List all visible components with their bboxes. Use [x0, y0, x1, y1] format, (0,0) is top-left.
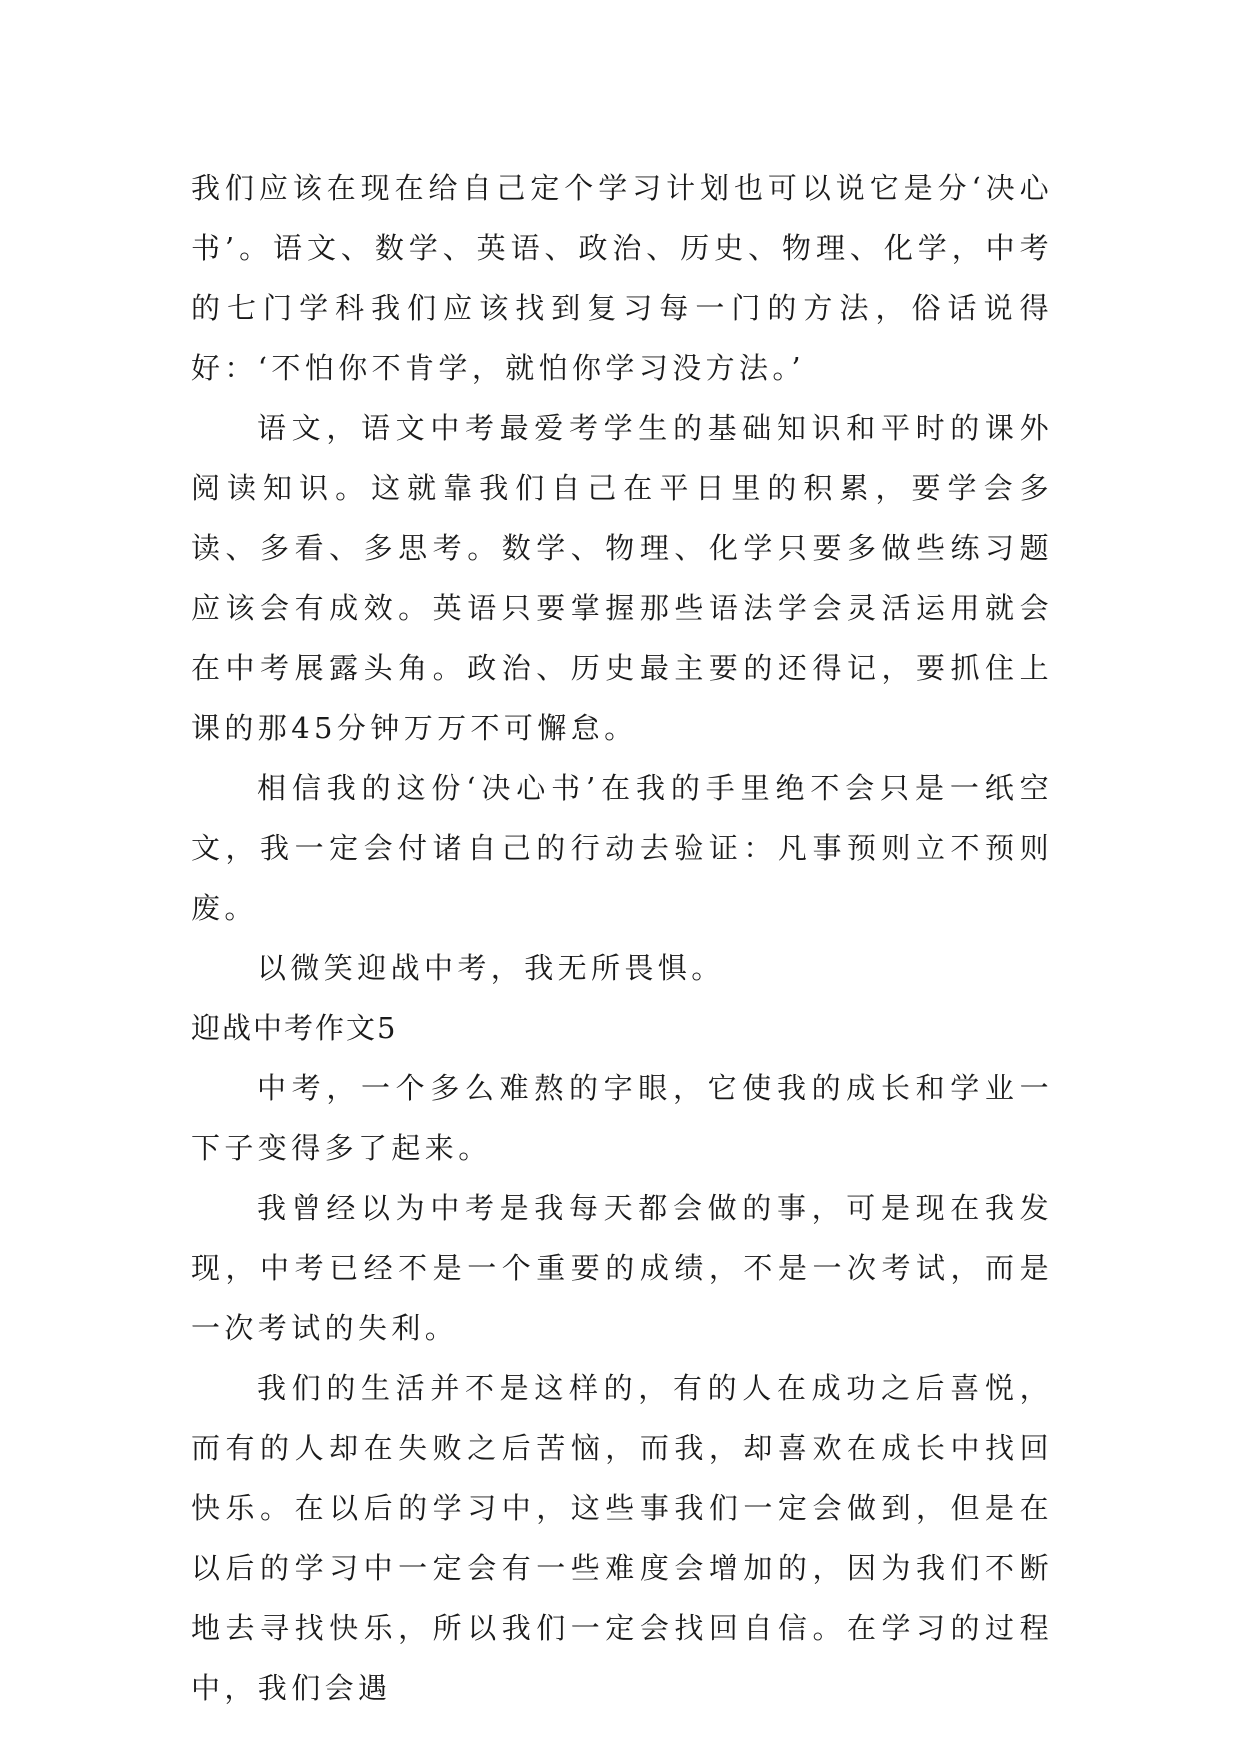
paragraph-subjects: 语文，语文中考最爱考学生的基础知识和平时的课外阅读知识。这就靠我们自己在平日里的积累，要学会多读、多看、多思考。数学、物理、化学只要多做些练习题应该会有成效。英语只要掌握那些语法学会灵活运用就会在中考展露头角。政治、历史最主要的还得记，要抓住上课的那45分钟万万不可懈怠。	[191, 411, 1053, 745]
paragraph-plan: 我们应该在现在给自己定个学习计划也可以说它是分‘决心书’。语文、数学、英语、政治、历史、物理、化学，中考的七门学科我们应该找到复习每一门的方法，俗话说得好：‘不怕你不肯学，就怕你学习没方法。’	[191, 171, 1053, 385]
essay-heading: 迎战中考作文5	[191, 1011, 398, 1045]
paragraph-smile: 以微笑迎战中考，我无所畏惧。	[257, 951, 725, 985]
paragraph-exam-word: 中考，一个多么难熬的字眼，它使我的成长和学业一下子变得多了起来。	[191, 1071, 1053, 1165]
paragraph-once-thought: 我曾经以为中考是我每天都会做的事，可是现在我发现，中考已经不是一个重要的成绩，不是一次考试，而是一次考试的失利。	[191, 1191, 1053, 1345]
paragraph-resolution: 相信我的这份‘决心书’在我的手里绝不会只是一纸空文，我一定会付诸自己的行动去验证：凡事预则立不预则废。	[191, 771, 1053, 925]
document-body	[191, 158, 1053, 1718]
paragraph-life: 我们的生活并不是这样的，有的人在成功之后喜悦，而有的人却在失败之后苦恼，而我，却喜欢在成长中找回快乐。在以后的学习中，这些事我们一定会做到，但是在以后的学习中一定会有一些难度会增加的，因为我们不断地去寻找快乐，所以我们一定会找回自信。在学习的过程中，我们会遇	[191, 1371, 1053, 1705]
